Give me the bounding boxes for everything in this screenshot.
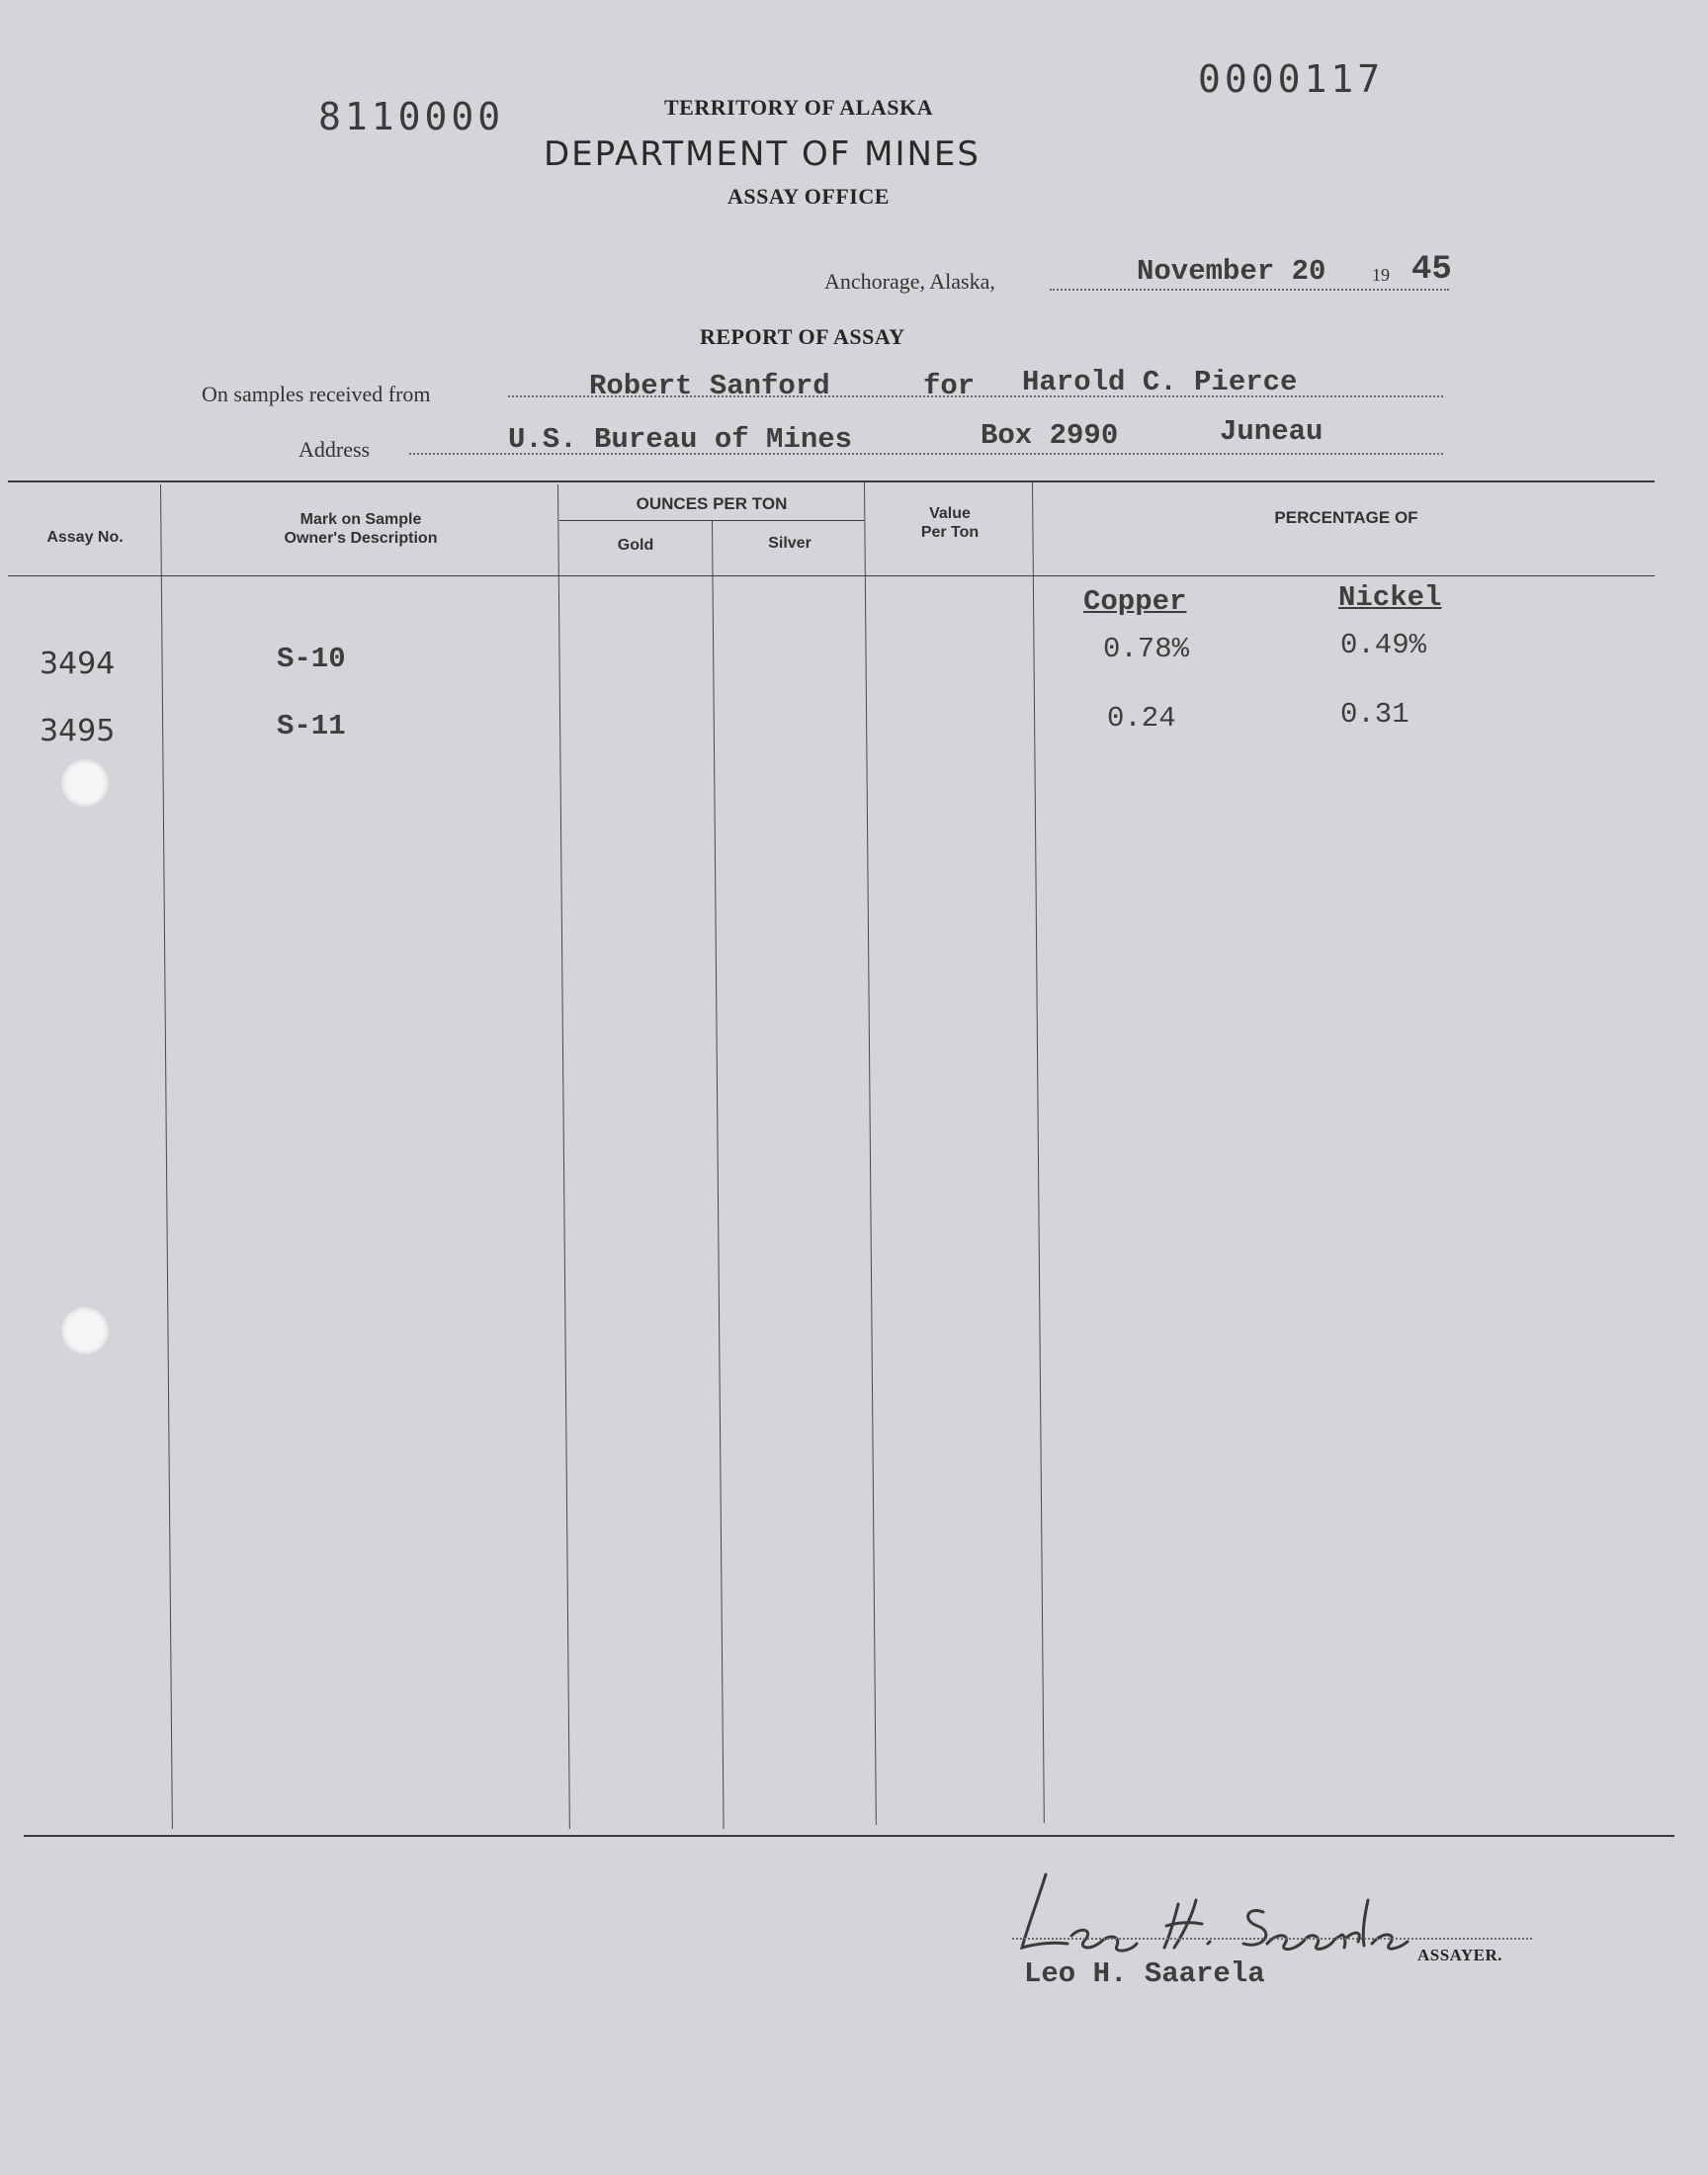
address-line-2: Box 2990: [981, 419, 1119, 452]
column-divider-5: [1032, 480, 1045, 1823]
table-header-rule: [8, 575, 1655, 576]
report-title: REPORT OF ASSAY: [700, 324, 905, 349]
col-header-value-line-1: Value: [929, 505, 971, 522]
serial-number-right: 0000117: [1198, 57, 1385, 101]
date-value: November 20: [1137, 255, 1326, 288]
received-for-word: for: [923, 370, 976, 402]
table-bottom-rule: [24, 1835, 1674, 1837]
territory-heading: TERRITORY OF ALASKA: [664, 95, 933, 120]
place-label: Anchorage, Alaska,: [824, 269, 995, 294]
col-header-value-line-2: Per Ton: [920, 524, 980, 541]
serial-number-left: 8110000: [318, 95, 505, 138]
col-header-mark-line-1: Mark on Sample: [299, 511, 422, 528]
row-nickel: 0.31: [1340, 698, 1409, 731]
assayer-label: ASSAYER.: [1417, 1946, 1503, 1964]
col-header-ounces: OUNCES PER TON: [636, 494, 788, 513]
subheader-copper: Copper: [1083, 585, 1187, 618]
address-line-1: U.S. Bureau of Mines: [508, 423, 853, 456]
address-label: Address: [299, 437, 371, 462]
year-suffix: 45: [1411, 251, 1452, 289]
row-nickel: 0.49%: [1340, 629, 1427, 661]
year-prefix: 19: [1372, 265, 1390, 285]
row-copper: 0.78%: [1103, 633, 1190, 665]
date-dotted-line: [1050, 289, 1449, 291]
subheader-nickel: Nickel: [1338, 581, 1442, 614]
assayer-name: Leo H. Saarela: [1024, 1958, 1265, 1990]
received-label: On samples received from: [202, 382, 431, 406]
row-mark: S-11: [277, 710, 346, 742]
assayer-signature: [998, 1861, 1413, 1969]
row-mark: S-10: [277, 643, 346, 675]
received-from-value: Robert Sanford: [589, 370, 830, 402]
col-header-mark-line-2: Owner's Description: [284, 530, 438, 547]
row-assay-no: 3495: [40, 714, 116, 748]
column-divider-3: [712, 520, 725, 1829]
punch-hole-top: [61, 759, 109, 807]
signature-dotted-line: [1012, 1938, 1532, 1940]
col-header-silver: Silver: [768, 535, 811, 552]
punch-hole-bottom: [61, 1307, 109, 1354]
office-heading: ASSAY OFFICE: [727, 184, 890, 209]
department-heading: DEPARTMENT OF MINES: [544, 134, 981, 174]
address-line-3: Juneau: [1220, 415, 1324, 448]
col-header-gold: Gold: [617, 537, 654, 554]
col-header-percentage: PERCENTAGE OF: [1274, 508, 1418, 527]
column-divider-2: [557, 484, 570, 1829]
column-divider-1: [160, 484, 173, 1829]
col-header-assay-no: Assay No.: [46, 529, 124, 546]
table-top-rule: [8, 480, 1655, 482]
column-divider-4: [864, 480, 877, 1825]
row-copper: 0.24: [1107, 702, 1176, 735]
received-for-value: Harold C. Pierce: [1022, 366, 1298, 398]
row-assay-no: 3494: [40, 647, 116, 681]
